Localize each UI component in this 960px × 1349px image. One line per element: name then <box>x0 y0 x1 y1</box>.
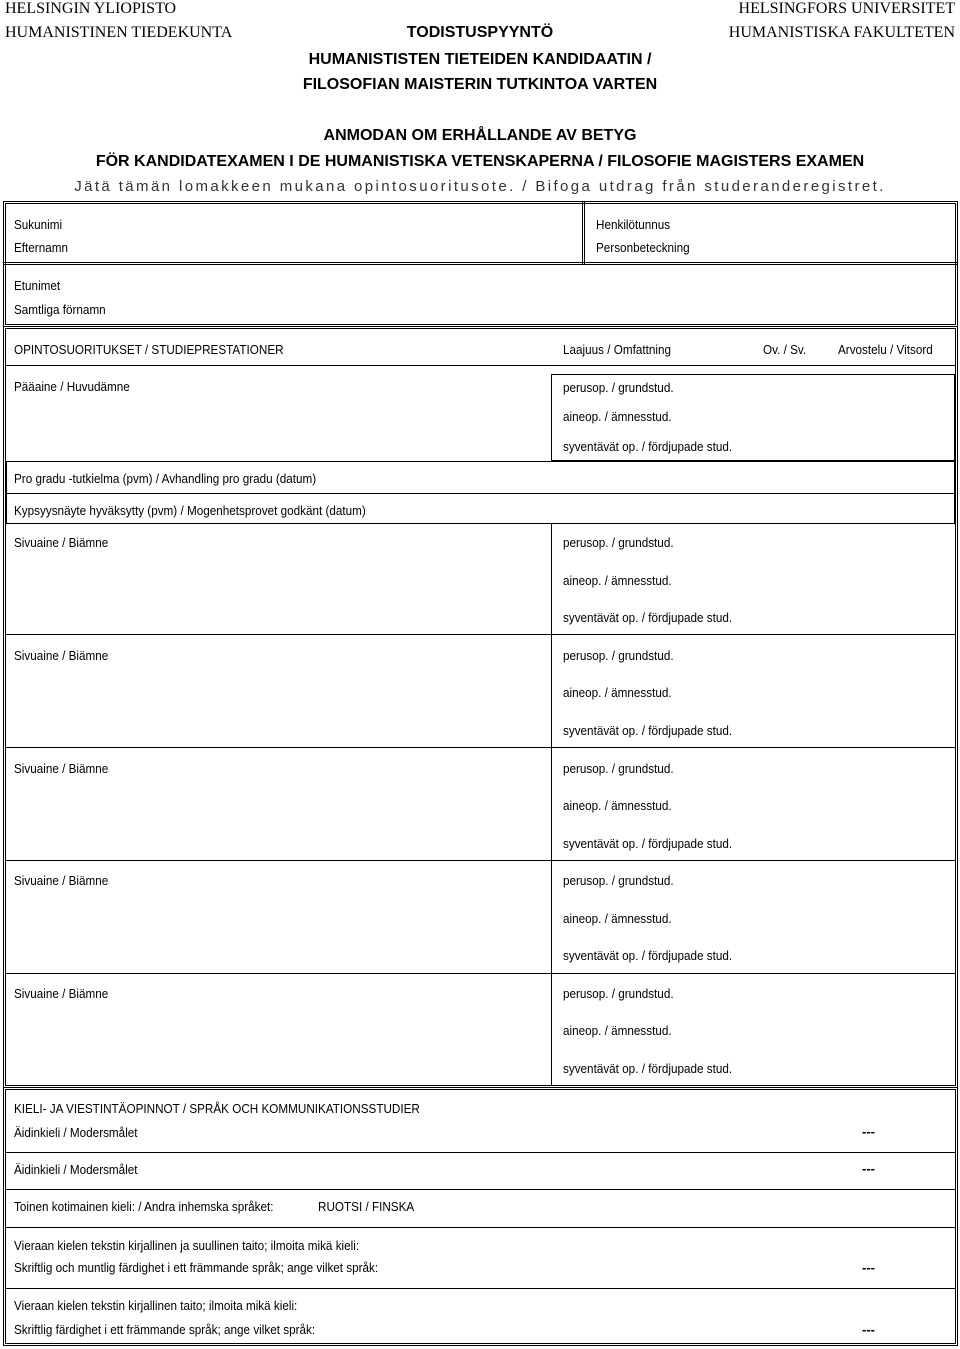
foreign-oral-label-sv: Skriftlig och muntlig färdighet i ett främmande språk; ange vilket språk: <box>14 1260 379 1275</box>
minor-divider-1 <box>6 634 955 635</box>
foreign-written-label-sv: Skriftlig färdighet i ett främmande språk; ange vilket språk: <box>14 1322 316 1337</box>
second-domestic-value: RUOTSI / FINSKA <box>318 1199 415 1214</box>
minor-divider-2 <box>6 747 955 748</box>
second-domestic-label: Toinen kotimainen kieli: / Andra inhemska språket: <box>14 1199 274 1214</box>
university-name-fi: HELSINGIN YLIOPISTO <box>5 0 177 17</box>
minor-level-basic: perusop. / grundstud. <box>563 986 674 1001</box>
thesis-label: Pro gradu -tutkielma (pvm) / Avhandling pro gradu (datum) <box>14 471 317 486</box>
major-label: Pääaine / Huvudämne <box>14 379 130 394</box>
minor-label: Sivuaine / Biämne <box>14 873 109 888</box>
grade-column-header: Arvostelu / Vitsord <box>838 342 933 357</box>
minor-level-basic: perusop. / grundstud. <box>563 761 674 776</box>
minor-divider-4 <box>6 973 955 974</box>
language-divider-4 <box>6 1288 955 1289</box>
language-divider-2 <box>6 1189 955 1190</box>
minor-level-intermediate: aineop. / ämnesstud. <box>563 798 672 813</box>
levels-column-divider <box>551 524 552 1085</box>
minor-label: Sivuaine / Biämne <box>14 986 109 1001</box>
instruction-text: Jätä tämän lomakkeen mukana opintosuoritusote. / Bifoga utdrag från studeranderegistret. <box>74 178 886 195</box>
minor-level-intermediate: aineop. / ämnesstud. <box>563 685 672 700</box>
foreign-oral-dash: --- <box>862 1260 875 1275</box>
minor-level-advanced: syventävät op. / fördjupade stud. <box>563 836 733 851</box>
faculty-name-sv: HUMANISTISKA FAKULTETEN <box>728 24 955 41</box>
major-level-basic: perusop. / grundstud. <box>563 380 674 395</box>
minor-level-advanced: syventävät op. / fördjupade stud. <box>563 1061 733 1076</box>
surname-label-sv: Efternamn <box>14 240 68 255</box>
major-level-advanced: syventävät op. / fördjupade stud. <box>563 439 733 454</box>
identity-row-divider <box>3 262 958 265</box>
minor-level-intermediate: aineop. / ämnesstud. <box>563 573 672 588</box>
minor-level-advanced: syventävät op. / fördjupade stud. <box>563 610 733 625</box>
form-subtitle-fi-2: FILOSOFIAN MAISTERIN TUTKINTOA VARTEN <box>302 76 658 93</box>
foreign-written-label-fi: Vieraan kielen tekstin kirjallinen taito; ilmoita mikä kieli: <box>14 1298 298 1313</box>
minor-level-intermediate: aineop. / ämnesstud. <box>563 911 672 926</box>
university-name-sv: HELSINGFORS UNIVERSITET <box>738 0 955 17</box>
mother-tongue-label-1: Äidinkieli / Modersmålet <box>14 1125 138 1140</box>
ssn-label-sv: Personbeteckning <box>596 240 690 255</box>
minor-label: Sivuaine / Biämne <box>14 648 109 663</box>
minor-label: Sivuaine / Biämne <box>14 761 109 776</box>
maturity-label: Kypsyysnäyte hyväksytty (pvm) / Mogenhetsprovet godkänt (datum) <box>14 503 366 518</box>
mother-tongue-dash-2: --- <box>862 1161 875 1176</box>
minor-level-basic: perusop. / grundstud. <box>563 535 674 550</box>
studies-heading: OPINTOSUORITUKSET / STUDIEPRESTATIONER <box>14 342 284 357</box>
form-subtitle-sv-1: ANMODAN OM ERHÅLLANDE AV BETYG <box>323 127 637 144</box>
major-level-intermediate: aineop. / ämnesstud. <box>563 409 672 424</box>
minor-level-basic: perusop. / grundstud. <box>563 873 674 888</box>
surname-label-fi: Sukunimi <box>14 217 63 232</box>
form-title: TODISTUSPYYNTÖ <box>406 24 554 41</box>
language-divider-3 <box>6 1227 955 1228</box>
language-heading: KIELI- JA VIESTINTÄOPINNOT / SPRÅK OCH KOMMUNIKATIONSSTUDIER <box>14 1101 420 1116</box>
mother-tongue-dash-1: --- <box>862 1124 875 1139</box>
firstnames-label-fi: Etunimet <box>14 278 61 293</box>
scope-column-header: Laajuus / Omfattning <box>563 342 671 357</box>
firstnames-label-sv: Samtliga förnamn <box>14 302 106 317</box>
minor-level-advanced: syventävät op. / fördjupade stud. <box>563 948 733 963</box>
form-subtitle-fi-1: HUMANISTISTEN TIETEIDEN KANDIDAATIN / <box>308 51 652 68</box>
ov-column-header: Ov. / Sv. <box>763 342 807 357</box>
foreign-oral-label-fi: Vieraan kielen tekstin kirjallinen ja suullinen taito; ilmoita mikä kieli: <box>14 1238 360 1253</box>
language-divider-1 <box>6 1152 955 1153</box>
faculty-name-fi: HUMANISTINEN TIEDEKUNTA <box>5 24 233 41</box>
minor-label: Sivuaine / Biämne <box>14 535 109 550</box>
minor-level-advanced: syventävät op. / fördjupade stud. <box>563 723 733 738</box>
foreign-written-dash: --- <box>862 1322 875 1337</box>
mother-tongue-label-2: Äidinkieli / Modersmålet <box>14 1162 138 1177</box>
minor-divider-3 <box>6 860 955 861</box>
studies-header-divider <box>6 365 955 366</box>
ssn-label-fi: Henkilötunnus <box>596 217 671 232</box>
form-subtitle-sv-2: FÖR KANDIDATEXAMEN I DE HUMANISTISKA VETENSKAPERNA / FILOSOFIE MAGISTERS EXAMEN <box>95 153 865 170</box>
minor-level-intermediate: aineop. / ämnesstud. <box>563 1023 672 1038</box>
minor-level-basic: perusop. / grundstud. <box>563 648 674 663</box>
identity-divider <box>582 201 585 264</box>
